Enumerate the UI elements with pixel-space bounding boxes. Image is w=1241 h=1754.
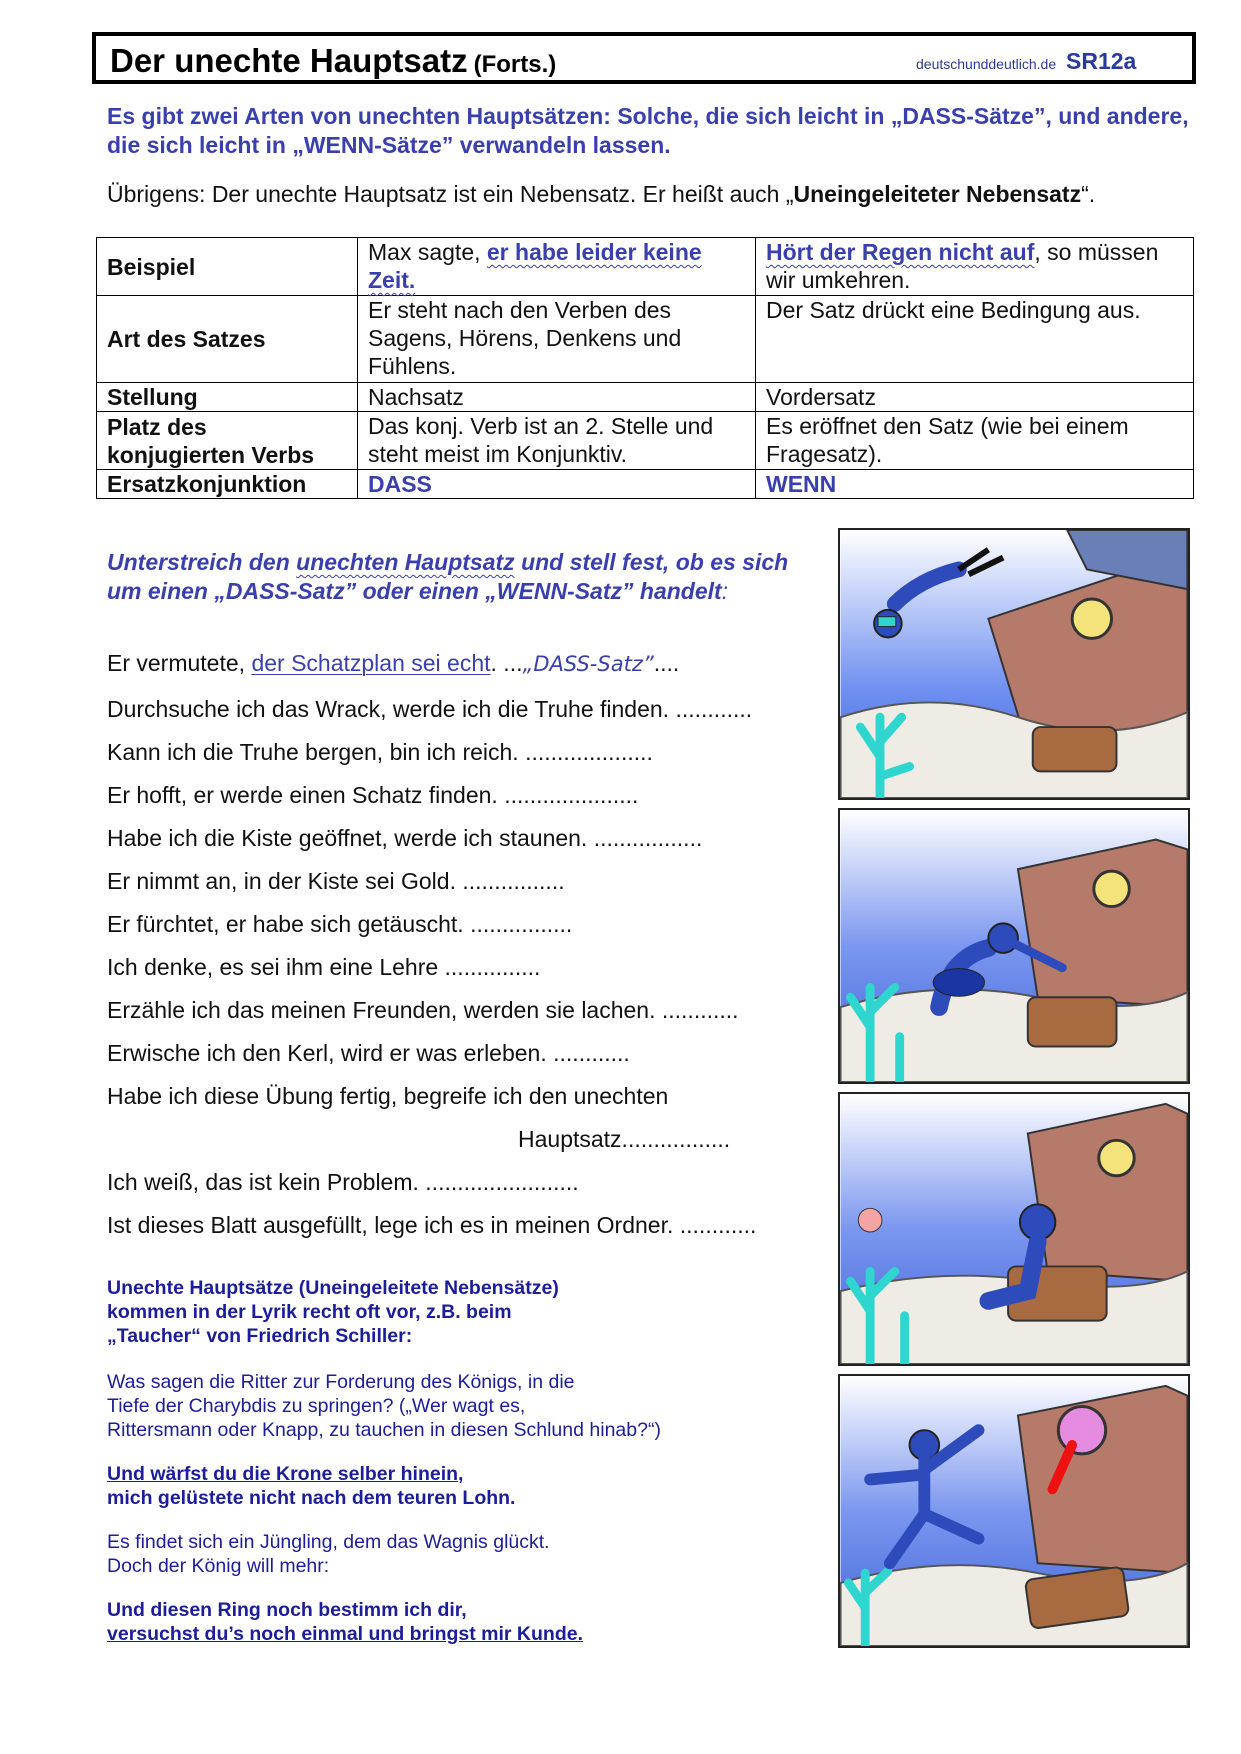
row-label: Art des Satzes — [97, 296, 358, 383]
diver-approaching-chest-illustration — [840, 810, 1188, 1082]
diver-surprised-illustration — [840, 1376, 1188, 1646]
wenn-cell: WENN — [756, 470, 1194, 499]
row-label: Beispiel — [97, 238, 358, 296]
table-row — [97, 412, 1194, 470]
lyrik-heading: Unechte Hauptsätze (Uneingeleitete Nebensätze) kommen in der Lyrik recht oft vor, z.B. beim „Taucher“ von Friedrich Schiller: — [107, 1277, 559, 1347]
intro-text: Es gibt zwei Arten von unechten Hauptsätzen: Solche, die sich leicht in „DASS-Sätze”, und andere, die sich leicht in „WENN-Sätze” verwandeln lassen. — [107, 103, 1189, 158]
comic-panel-3 — [838, 1092, 1190, 1366]
comparison-table — [96, 237, 1194, 499]
wenn-cell: Der Satz drückt eine Bedingung aus. — [756, 296, 1194, 383]
comic-panel-2 — [838, 808, 1190, 1084]
example-sentence: Er vermutete, der Schatzplan sei echt. ...„DASS-Satz”.... — [107, 650, 680, 676]
wenn-cell: Vordersatz — [756, 383, 1194, 412]
exercise-sentence[interactable]: Habe ich diese Übung fertig, begreife ich den unechten — [107, 1083, 669, 1109]
comic-panel-1 — [838, 528, 1190, 800]
table-row — [97, 383, 1194, 412]
exercise-sentence[interactable]: Ich denke, es sei ihm eine Lehre ............... — [107, 954, 541, 980]
diver-swimming-illustration — [840, 530, 1188, 798]
table-row — [97, 238, 1194, 296]
dass-cell: Er steht nach den Verben des Sagens, Hörens, Denkens und Fühlens. — [358, 296, 756, 383]
exercise-sentence[interactable]: Er hofft, er werde einen Schatz finden. ..................... — [107, 782, 639, 808]
table-row — [97, 296, 1194, 383]
exercise-sentence[interactable]: Er nimmt an, in der Kiste sei Gold. ................ — [107, 868, 565, 894]
table-row — [97, 470, 1194, 499]
exercise-sentence[interactable]: Ich weiß, das ist kein Problem. ........................ — [107, 1169, 579, 1195]
exercise-sentence[interactable]: Erwische ich den Kerl, wird er was erleben. ............ — [107, 1040, 630, 1066]
wenn-cell: Hört der Regen nicht auf, so müssen wir umkehren. — [756, 238, 1194, 296]
exercise-sentence[interactable]: Erzähle ich das meinen Freunden, werden sie lachen. ............ — [107, 997, 739, 1023]
exercise-sentence[interactable]: Kann ich die Truhe bergen, bin ich reich. .................... — [107, 739, 653, 765]
lyrik-paragraph: Was sagen die Ritter zur Forderung des Königs, in die Tiefe der Charybdis zu springen? („Wer wagt es, Rittersmann oder Knapp, zu tauchen in diesen Schlund hinab?“) — [107, 1371, 661, 1441]
lyrik-paragraph: Es findet sich ein Jüngling, dem das Wagnis glückt. Doch der König will mehr: — [107, 1531, 550, 1577]
wenn-example: Hört der Regen nicht auf — [766, 239, 1035, 265]
diver-at-chest-illustration — [840, 1094, 1188, 1364]
exercise-sentence[interactable]: Habe ich die Kiste geöffnet, werde ich staunen. ................. — [107, 825, 703, 851]
note-text: Übrigens: Der unechte Hauptsatz ist ein Nebensatz. Er heißt auch „Uneingeleiteter Nebensatz“. — [107, 181, 1096, 207]
site-name: deutschunddeutlich.de — [916, 56, 1057, 72]
page-title: Der unechte Hauptsatz (Forts.) — [110, 42, 557, 79]
title-box — [92, 32, 1196, 84]
exercise-sentence[interactable]: Er fürchtet, er habe sich getäuscht. ................ — [107, 911, 573, 937]
dass-cell: Das konj. Verb ist an 2. Stelle und steht meist im Konjunktiv. — [358, 412, 756, 470]
task-instruction: Unterstreich den unechten Hauptsatz und stell fest, ob es sich um einen „DASS-Satz” oder einen „WENN-Satz” handelt: — [107, 549, 789, 604]
exercise-sentence[interactable]: Ist dieses Blatt ausgefüllt, lege ich es in meinen Ordner. ............ — [107, 1212, 757, 1238]
exercise-sentence-continued[interactable]: Hauptsatz................. — [518, 1126, 731, 1152]
wenn-cell: Es eröffnet den Satz (wie bei einem Fragesatz). — [756, 412, 1194, 470]
lyrik-quote: Und wärfst du die Krone selber hinein, mich gelüstete nicht nach dem teuren Lohn. — [107, 1463, 516, 1509]
dass-cell: Nachsatz — [358, 383, 756, 412]
row-label: Ersatzkonjunktion — [97, 470, 358, 499]
dass-example: er habe leider keine Zeit. — [368, 239, 702, 293]
sheet-code: SR12a — [1066, 48, 1137, 74]
dass-cell: Max sagte, er habe leider keine Zeit. — [358, 238, 756, 296]
example-answer: „DASS-Satz” — [522, 652, 654, 676]
exercise-sentence[interactable]: Durchsuche ich das Wrack, werde ich die Truhe finden. ............ — [107, 696, 753, 722]
title-suffix: (Forts.) — [473, 51, 557, 78]
dass-cell: DASS — [358, 470, 756, 499]
row-label: Platz des konjugierten Verbs — [97, 412, 358, 470]
row-label: Stellung — [97, 383, 358, 412]
comic-panel-4 — [838, 1374, 1190, 1648]
lyrik-quote: Und diesen Ring noch bestimm ich dir, versuchst du’s noch einmal und bringst mir Kunde. — [107, 1599, 584, 1645]
